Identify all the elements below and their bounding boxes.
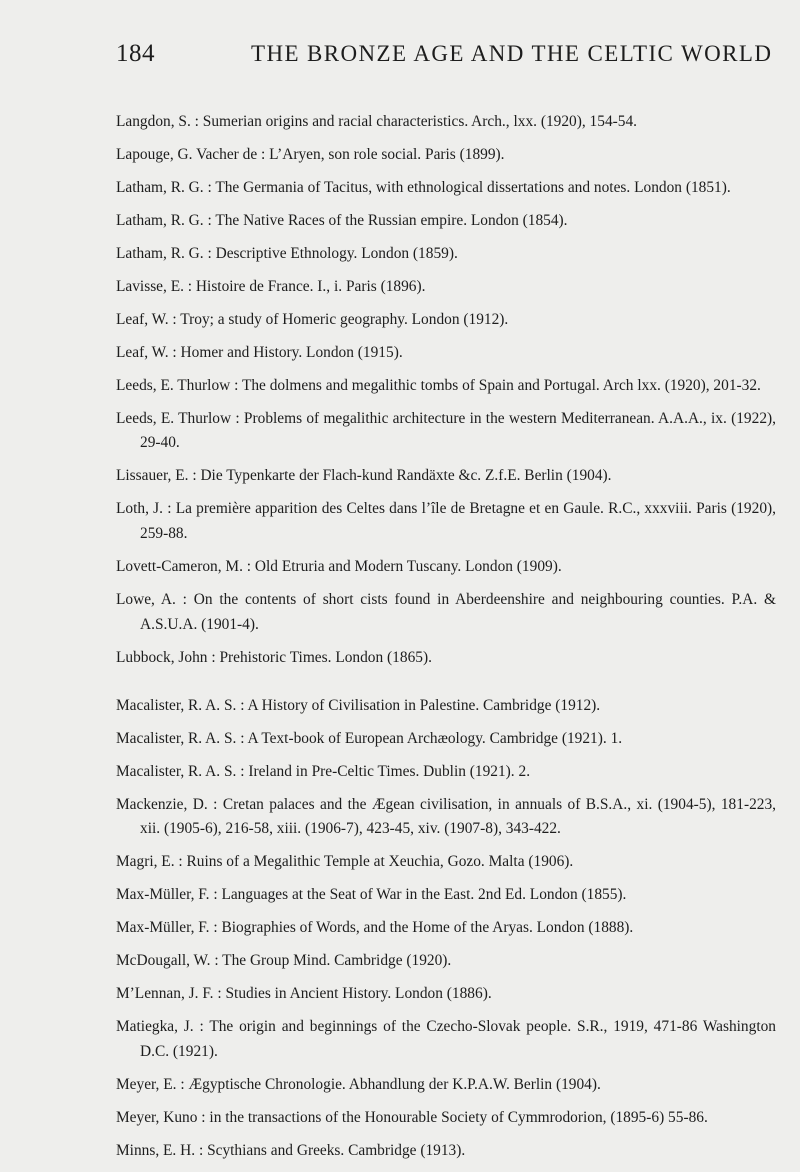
- bibliography-entry: Matiegka, J. : The origin and beginnings of the Czecho-Slovak people. S.R., 1919, 471-86 Washington D.C. (1921).: [116, 1018, 776, 1060]
- bibliography-entry: Mackenzie, D. : Cretan palaces and the Ægean civilisation, in annuals of B.S.A., xi. (1904-5), 181-223, xii. (1905-6), 216-58, xiii. (1906-7), 423-45, xiv. (1907-8), 343-422.: [116, 795, 776, 838]
- bibliography-entry: Latham, R. G. : The Germania of Tacitus, with ethnological dissertations and notes. London (1851).: [116, 178, 731, 196]
- bibliography-entry: Latham, R. G. : Descriptive Ethnology. London (1859).: [116, 244, 458, 262]
- section-gap: [116, 679, 776, 694]
- bibliography-entry: Lavisse, E. : Histoire de France. I., i. Paris (1896).: [116, 277, 426, 295]
- page-header: [116, 40, 773, 74]
- bibliography-entry: Lapouge, G. Vacher de : L’Aryen, son role social. Paris (1899).: [116, 145, 505, 163]
- bibliography-entry: Leeds, E. Thurlow : The dolmens and megalithic tombs of Spain and Portugal. Arch lxx. (1920), 201-32.: [116, 376, 761, 394]
- bibliography-entry: Macalister, R. A. S. : A Text-book of European Archæology. Cambridge (1921). 1.: [116, 729, 623, 747]
- running-title: THE BRONZE AGE AND THE CELTIC WORLD: [251, 41, 773, 66]
- bibliography-entry: Loth, J. : La premiѐre apparition des Celtes dans l’île de Bretagne et en Gaule. R.C., xxxviii. Paris (1920), 259-88.: [116, 500, 776, 543]
- bibliography-entry: McDougall, W. : The Group Mind. Cambridge (1920).: [116, 952, 452, 970]
- bibliography-list: [116, 110, 776, 1172]
- bibliography-entry: Meyer, Kuno : in the transactions of the Honourable Society of Cymmrodorion, (1895-6) 55-86.: [116, 1108, 708, 1126]
- bibliography-entry: M’Lennan, J. F. : Studies in Ancient History. London (1886).: [116, 985, 492, 1003]
- bibliography-entry: Minns, E. H. : Scythians and Greeks. Cambridge (1913).: [116, 1141, 466, 1159]
- bibliography-entry: Lovett-Cameron, M. : Old Etruria and Modern Tuscany. London (1909).: [116, 558, 562, 575]
- bibliography-entry: Lowe, A. : On the contents of short cists found in Aberdeenshire and neighbouring counties. P.A. & A.S.U.A. (1901-4).: [116, 590, 776, 633]
- bibliography-entry: Leeds, E. Thurlow : Problems of megalithic architecture in the western Mediterranean. A.A.A., ix. (1922), 29-40.: [116, 409, 776, 452]
- bibliography-entry: Latham, R. G. : The Native Races of the Russian empire. London (1854).: [116, 211, 568, 229]
- bibliography-entry: Lissauer, E. : Die Typenkarte der Flach-kund Randäxte &c. Z.f.E. Berlin (1904).: [116, 467, 612, 485]
- bibliography-entry: Max-Müller, F. : Languages at the Seat of War in the East. 2nd Ed. London (1855).: [116, 886, 627, 904]
- bibliography-entry: Leaf, W. : Troy; a study of Homeric geography. London (1912).: [116, 310, 509, 328]
- page-number: 184: [116, 40, 155, 67]
- bibliography-entry: Macalister, R. A. S. : Ireland in Pre-Celtic Times. Dublin (1921). 2.: [116, 762, 531, 780]
- bibliography-entry: Lubbock, John : Prehistoric Times. London (1865).: [116, 648, 432, 666]
- bibliography-entry: Meyer, E. : Ægyptische Chronologie. Abhandlung der K.P.A.W. Berlin (1904).: [116, 1075, 601, 1093]
- bibliography-entry: Macalister, R. A. S. : A History of Civilisation in Palestine. Cambridge (1912).: [116, 696, 601, 714]
- bibliography-entry: Max-Müller, F. : Biographies of Words, and the Home of the Aryas. London (1888).: [116, 919, 634, 937]
- bibliography-entry: Leaf, W. : Homer and History. London (1915).: [116, 343, 403, 361]
- bibliography-entry: Magri, E. : Ruins of a Megalithic Temple at Xeuchia, Gozo. Malta (1906).: [116, 853, 574, 871]
- bibliography-entry: Langdon, S. : Sumerian origins and racial characteristics. Arch., lxx. (1920), 154-54.: [116, 113, 638, 130]
